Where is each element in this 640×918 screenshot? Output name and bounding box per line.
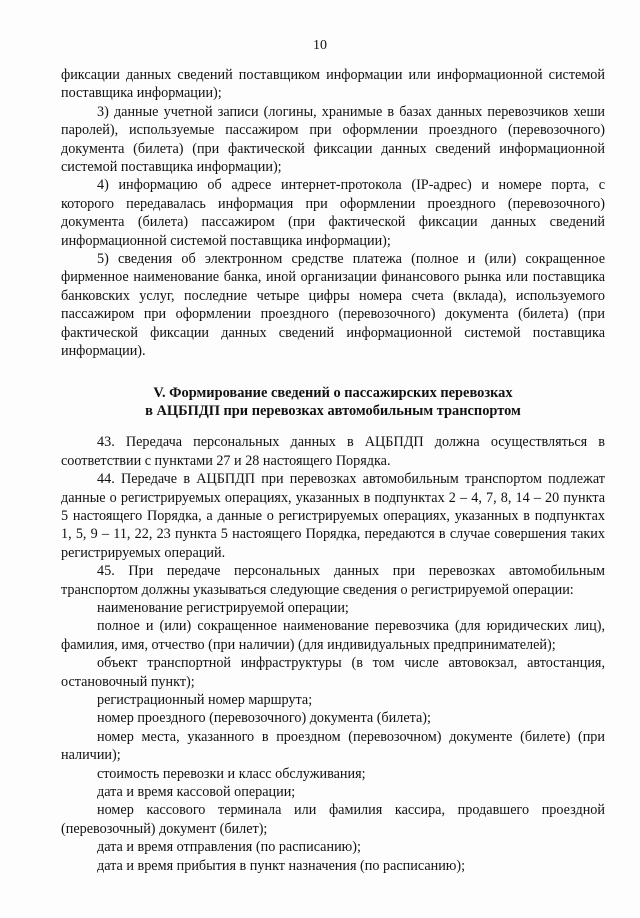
page-content — [61, 66, 605, 875]
paragraph-45: 45. При передаче персональных данных при перевозках автомобильным транспортом должны указываться следующие сведения о регистрируемой операции: — [61, 563, 605, 598]
paragraph-43: 43. Передача персональных данных в АЦБПДП должна осуществляться в соответствии с пунктами 27 и 28 настоящего Порядка. — [61, 434, 605, 469]
list-item: дата и время отправления (по расписанию); — [97, 839, 361, 856]
list-item: номер кассового терминала или фамилия кассира, продавшего проездной (перевозочный) документ (билет); — [61, 802, 605, 837]
list-item: объект транспортной инфраструктуры (в том числе автовокзал, автостанция, остановочный пункт); — [61, 655, 605, 690]
list-item: наименование регистрируемой операции; — [97, 599, 349, 616]
paragraph-item-5-payment-instrument: 5) сведения об электронном средстве платежа (полное и (или) сокращенное фирменное наименование банка, иной организации финансового рынка или поставщика банковских услуг, последние четыре цифры номера счета (вклада), используемого пассажиром при оформлении проездного (перевозочного) документа (билета) (при фактической фиксации данных сведений информационной системой поставщика информации). — [61, 251, 605, 360]
section-heading — [61, 384, 605, 421]
list-item: регистрационный номер маршрута; — [97, 692, 313, 708]
paragraph-item-4-ip-address: 4) информацию об адресе интернет-протокола (IP-адрес) и номере порта, с которого передавалась информация при оформлении проездного (перевозочного) документа (билета) пассажиром (при фактической фиксации данных сведений информационной системой поставщика информации); — [61, 177, 605, 249]
section-heading-line-1: V. Формирование сведений о пассажирских перевозках — [153, 384, 513, 401]
page-number: 10 — [313, 38, 327, 53]
paragraph-44: 44. Передаче в АЦБПДП при перевозках автомобильным транспортом подлежат данные о регистрируемых операциях, указанных в подпунктах 2 – 4, 7, 8, 14 – 20 пункта 5 настоящего Порядка, а данные о регистрируемых операциях, указанных в подпунктах 1, 5, 9 – 11, 22, 23 пункта 5 настоящего Порядка, передаются в случае совершения таких регистрируемых операций. — [61, 471, 605, 561]
list-item: полное и (или) сокращенное наименование перевозчика (для юридических лиц), фамилия, имя, отчество (при наличии) (для индивидуальных предпринимателей); — [61, 618, 605, 653]
paragraph-item-3-account-data: 3) данные учетной записи (логины, хранимые в базах данных перевозчиков хеши паролей), используемые пассажиром при оформлении проездного (перевозочного) документа (билета) (при фактической фиксации данных сведений информационной системой поставщика информации); — [61, 103, 605, 176]
list-item: дата и время кассовой операции; — [97, 784, 296, 801]
section-heading-line-2: в АЦБПДП при перевозках автомобильным транспортом — [145, 402, 521, 419]
list-item: номер места, указанного в проездном (перевозочном) документе (билете) (при наличии); — [61, 728, 605, 764]
list-item: дата и время прибытия в пункт назначения (по расписанию); — [97, 857, 466, 874]
paragraph-continuation: фиксации данных сведений поставщиком информации или информационной системой поставщика информации); — [61, 67, 605, 102]
list-item: стоимость перевозки и класс обслуживания; — [97, 765, 366, 782]
list-item: номер проездного (перевозочного) документа (билета); — [97, 710, 431, 727]
